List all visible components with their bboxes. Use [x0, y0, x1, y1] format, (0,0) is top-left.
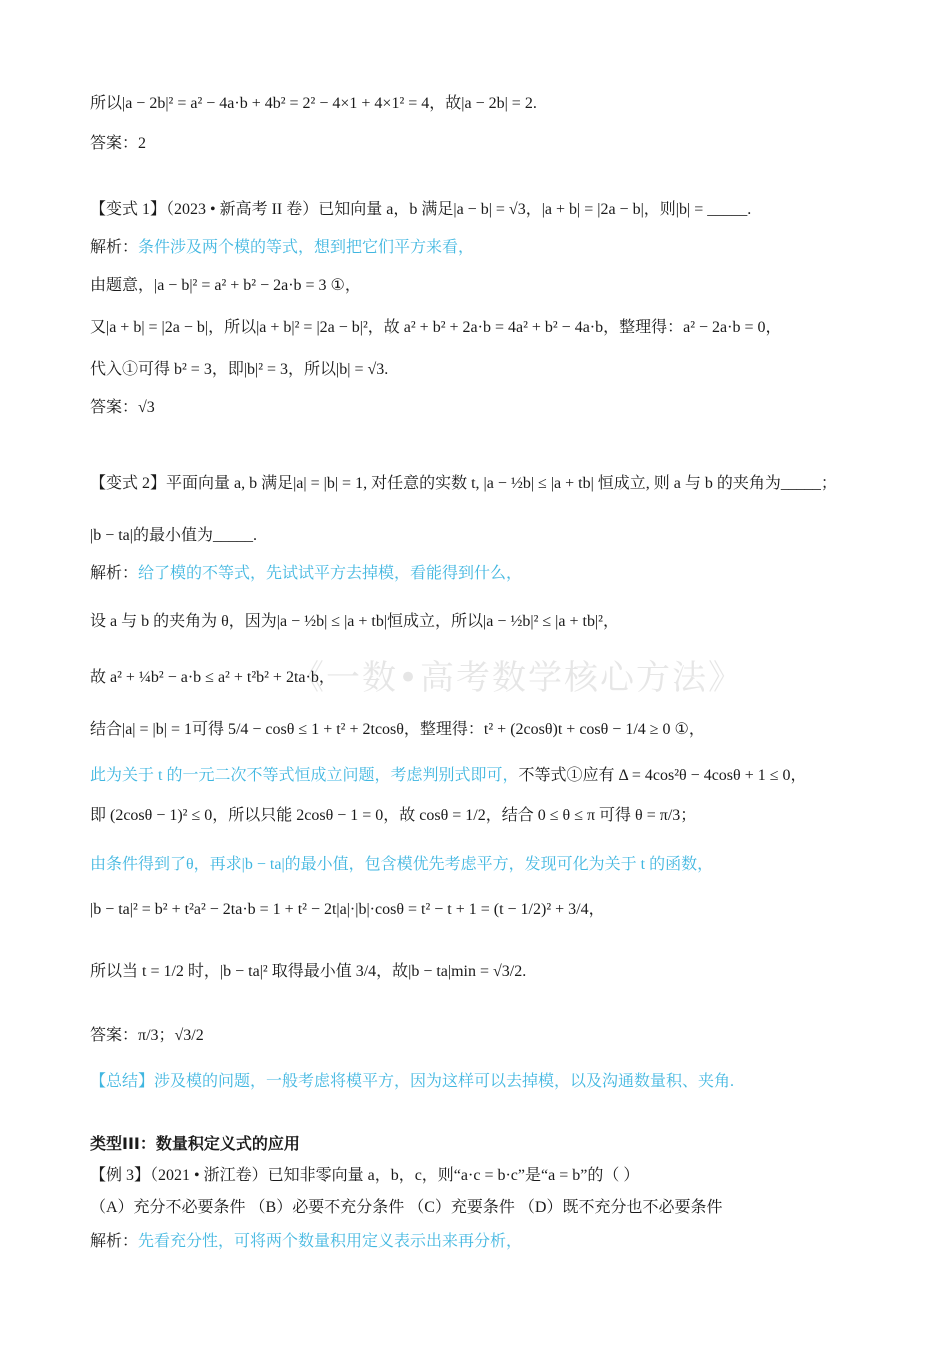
- text-line: 即 (2cosθ − 1)² ≤ 0，所以只能 2cosθ − 1 = 0，故 cosθ = 1/2，结合 0 ≤ θ ≤ π 可得 θ = π/3；: [90, 807, 697, 824]
- text-line: 【总结】涉及模的问题，一般考虑将模平方，因为这样可以去掉模，以及沟通数量积、夹角.: [90, 1073, 735, 1090]
- watermark: 《一数•高考数学核心方法》: [290, 658, 745, 698]
- text-line: 由条件得到了θ，再求|b − ta|的最小值，包含模优先考虑平方，发现可化为关于 t 的函数，: [90, 856, 714, 873]
- text-line: 【变式 1】（2023 • 新高考 II 卷）已知向量 a，b 满足|a − b| = √3，|a + b| = |2a − b|，则|b| = _____.: [90, 201, 752, 218]
- text-line: 又|a + b| = |2a − b|，所以|a + b|² = |2a − b|²，故 a² + b² + 2a·b = 4a² + b² − 4a·b，整理得：a² − 2a·b = 0，: [90, 319, 782, 336]
- text-line: 【变式 2】平面向量 a, b 满足|a| = |b| = 1, 对任意的实数 t, |a − ½b| ≤ |a + tb| 恒成立, 则 a 与 b 的夹角为_____；: [90, 475, 837, 492]
- text-line: [90, 1232, 522, 1252]
- text-line: [90, 238, 474, 258]
- text-line: [90, 766, 807, 786]
- hint-text: 此为关于 t 的一元二次不等式恒成立问题，考虑判别式即可，: [90, 767, 519, 784]
- text-line: |b − ta|的最小值为_____.: [90, 527, 257, 544]
- text-line: 答案：2: [90, 135, 147, 152]
- text-line: 所以当 t = 1/2 时，|b − ta|² 取得最小值 3/4，故|b − ta|min = √3/2.: [90, 963, 527, 980]
- text-line: |b − ta|² = b² + t²a² − 2ta·b = 1 + t² − 2t|a|·|b|·cosθ = t² − t + 1 = (t − 1/2)² + 3/4，: [90, 901, 605, 918]
- text-line: 由题意，|a − b|² = a² + b² − 2a·b = 3 ①，: [90, 277, 361, 294]
- text-line: （A）充分不必要条件 （B）必要不充分条件 （C）充要条件 （D）既不充分也不必要条件: [90, 1199, 723, 1216]
- text-line: 代入①可得 b² = 3，即|b|² = 3，所以|b| = √3.: [90, 361, 389, 378]
- text-line: 设 a 与 b 的夹角为 θ，因为|a − ½b| ≤ |a + tb|恒成立，所以|a − ½b|² ≤ |a + tb|²，: [90, 613, 619, 630]
- analysis-label: 解析：: [90, 565, 139, 582]
- text-line: 类型III：数量积定义式的应用: [90, 1134, 300, 1153]
- hint-text: 条件涉及两个模的等式，想到把它们平方来看，: [138, 239, 475, 256]
- text-line: 答案：π/3；√3/2: [90, 1027, 204, 1044]
- analysis-label: 解析：: [90, 1233, 139, 1250]
- analysis-label: 解析：: [90, 239, 139, 256]
- text-line: [90, 564, 522, 584]
- text-line: 所以|a − 2b|² = a² − 4a·b + 4b² = 2² − 4×1 + 4×1² = 4，故|a − 2b| = 2.: [90, 95, 537, 112]
- text-line: 故 a² + ¼b² − a·b ≤ a² + t²b² + 2ta·b，: [90, 669, 335, 686]
- hint-text: 先看充分性，可将两个数量积用定义表示出来再分析，: [138, 1233, 523, 1250]
- text-line: 结合|a| = |b| = 1可得 5/4 − cosθ ≤ 1 + t² + 2tcosθ，整理得：t² + (2cosθ)t + cosθ − 1/4 ≥ 0 ①，: [90, 721, 705, 738]
- text-line: 答案：√3: [90, 399, 155, 416]
- text-line: 【例 3】（2021 • 浙江卷）已知非零向量 a，b，c，则“a·c = b·c”是“a = b”的（ ）: [90, 1167, 640, 1184]
- math-text: 不等式①应有 Δ = 4cos²θ − 4cosθ + 1 ≤ 0，: [518, 767, 807, 784]
- hint-text: 给了模的不等式，先试试平方去掉模，看能得到什么，: [138, 565, 523, 582]
